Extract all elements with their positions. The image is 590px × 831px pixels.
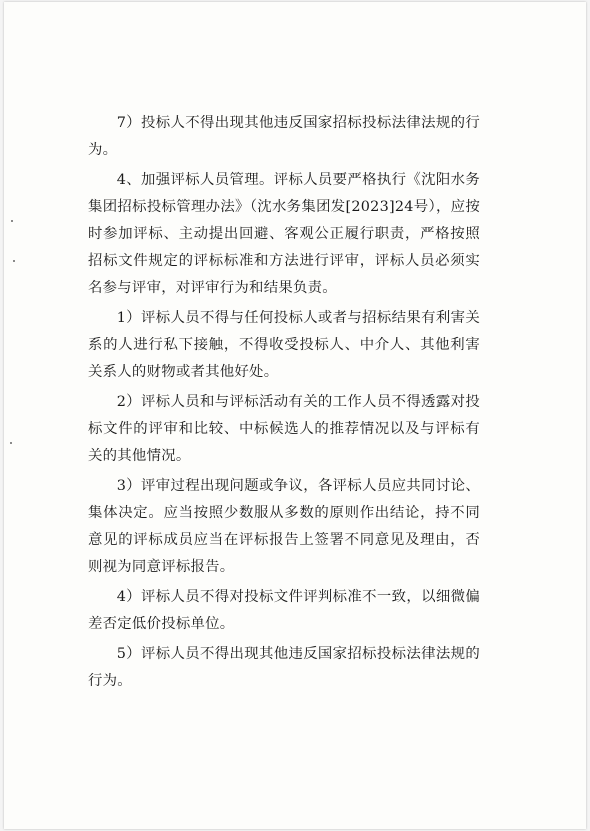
paragraph-item-3: 3）评审过程出现问题或争议，各评标人员应共同讨论、集体决定。应当按照少数服从多数的原则作出结论，持不同意见的评标成员应当在评标报告上签署不同意见及理由，否则视为同意评标报告。 <box>88 478 480 575</box>
scan-speck <box>11 220 13 222</box>
paragraph-item-7: 7）投标人不得出现其他违反国家招标投标法律法规的行为。 <box>88 115 480 158</box>
document-page <box>4 2 586 829</box>
paragraph-item-1: 1）评标人员不得与任何投标人或者与招标结果有利害关系的人进行私下接触，不得收受投标人、中介人、其他利害关系人的财物或者其他好处。 <box>88 310 480 380</box>
scan-speck <box>10 442 12 444</box>
paragraph-section-4: 4、加强评标人员管理。评标人员要严格执行《沈阳水务集团招标投标管理办法》（沈水务集团发[2023]24号），应按时参加评标、主动提出回避、客观公正履行职责，严格按照招标文件规定的评标标准和方法进行评审，评标人员必须实名参与评审，对评审行为和结果负责。 <box>88 172 480 296</box>
paragraph-item-5: 5）评标人员不得出现其他违反国家招标投标法律法规的行为。 <box>88 646 480 689</box>
paragraph-item-4: 4）评标人员不得对投标文件评判标准不一致，以细微偏差否定低价投标单位。 <box>88 589 480 632</box>
paragraph-item-2: 2）评标人员和与评标活动有关的工作人员不得透露对投标文件的评审和比较、中标候选人的推荐情况以及与评标有关的其他情况。 <box>88 394 480 464</box>
scan-speck <box>13 260 15 262</box>
document-body <box>88 110 480 695</box>
